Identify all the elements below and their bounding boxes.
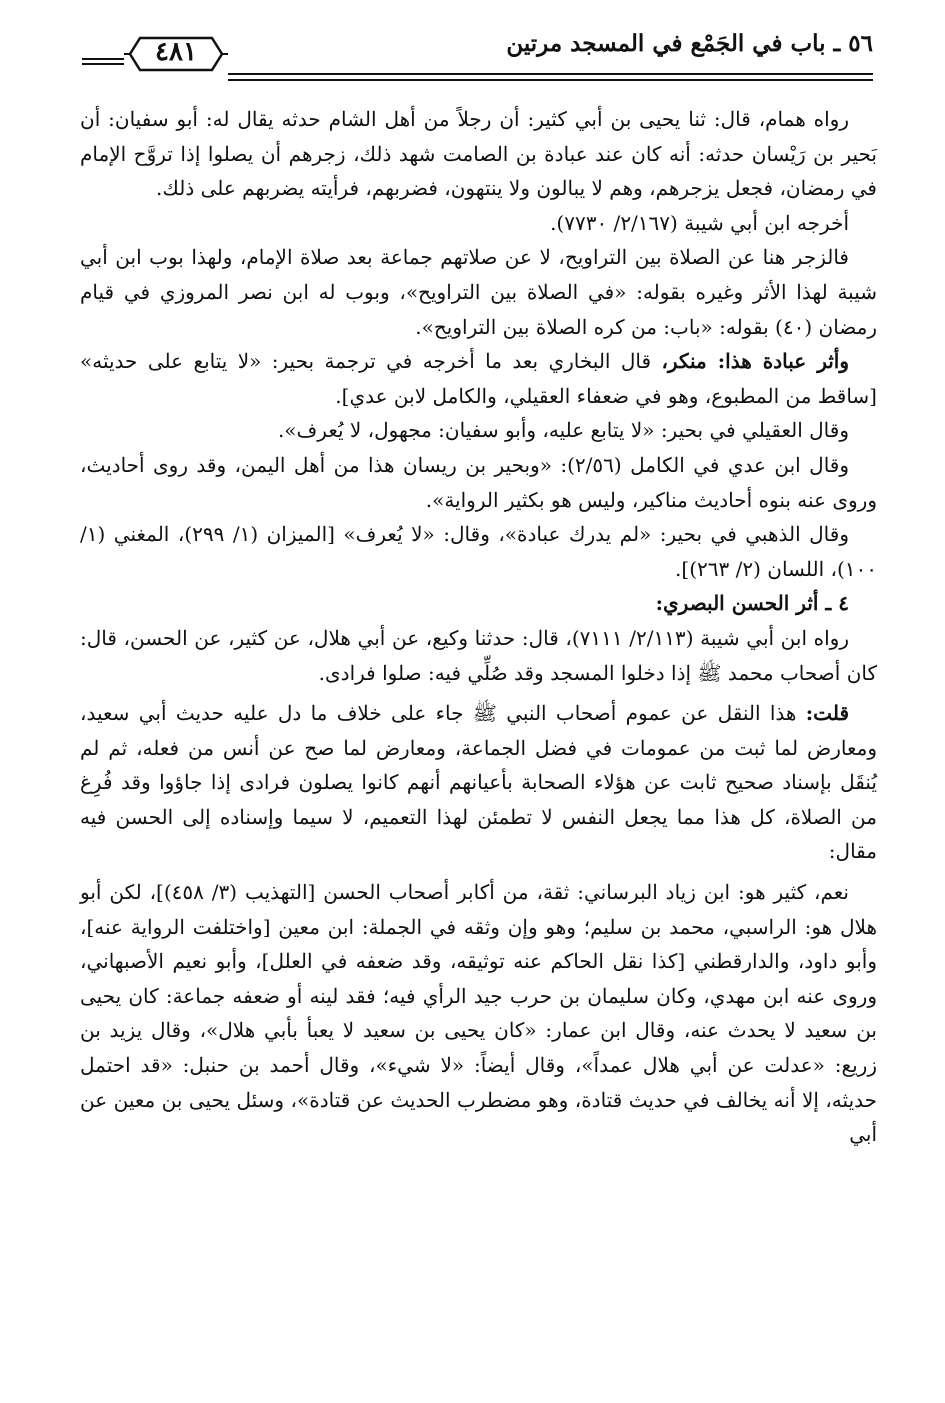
page-body	[80, 102, 877, 1363]
paragraph-zajr-explanation: فالزجر هنا عن الصلاة بين التراويح، لا عن صلاتهم جماعة بعد صلاة الإمام، ولهذا بوب ابن أبي شيبة لهذا الأثر وغيره بقوله: «في الصلاة بين التراويح»، وبوب له ابن نصر المروزي في قيام رمضان (٤٠) بقوله: «باب: من كره الصلاة بين التراويح».	[80, 245, 877, 339]
running-title: ٥٦ ـ باب في الجَمْع في المسجد مرتين	[506, 30, 873, 57]
qultu-label: قلت:	[805, 701, 849, 726]
paragraph-dhahabi: وقال الذهبي في بحير: «لم يدرك عبادة»، وقال: «لا يُعرف» [الميزان (١/ ٢٩٩)، المغني (١/ ١٠٠)، اللسان (٢/ ٢٦٣)].	[80, 522, 877, 581]
paragraph-qultu	[80, 696, 877, 869]
athar-ubadah-ruling: وأثر عبادة هذا: منكر،	[661, 349, 850, 374]
paragraph-hammam-narration: رواه همام، قال: ثنا يحيى بن أبي كثير: أن رجلاً من أهل الشام حدثه يقال له: أبو سفيان: أن بَحير بن رَيْسان حدثه: أنه كان عند عبادة بن الصامت شهد ذلك، زجرهم أن يصلوا إذا تروَّح الإمام في رمضان، فجعل يزجرهم، وهم لا يبالون ولا ينتهون، فضربهم، فرأيته يضربهم على ذلك.	[80, 107, 877, 201]
paragraph-kathir-abu-hilal: نعم، كثير هو: ابن زياد البرساني: ثقة، من أكابر أصحاب الحسن [التهذيب (٣/ ٤٥٨)]، لكن أبو هلال هو: الراسبي، محمد بن سليم؛ وهو وإن وثقه في الجملة: ابن معين [واختلفت الرواية عنه]، وأبو داود، والدارقطني [كذا نقل الحاكم عنه توثيقه، وقد ضعفه في العلل]، وأبو نعيم الأصبهاني، وروى عنه ابن مهدي، وكان سليمان بن حرب جيد الرأي فيه؛ فقد لينه أو ضعفه جماعة: كان يحيى بن سعيد لا يحدث عنه، وقال ابن عمار: «كان يحيى بن سعيد لا يعبأ بأبي هلال»، وقال يزيد بن زريع: «عدلت عن أبي هلال عمداً»، وقال أيضاً: «لا شيء»، وقال أحمد بن حنبل: «قد احتمل حديثه، إلا أنه يخالف في حديث قتادة، وهو مضطرب الحديث عن قتادة»، وسئل يحيى بن معين عن أبي	[80, 880, 878, 1147]
paragraph-hasan-narration: رواه ابن أبي شيبة (٢/١١٣/ ٧١١١)، قال: حدثنا وكيع، عن أبي هلال، عن كثير، عن الحسن، قال: كان أصحاب محمد ﷺ إذا دخلوا المسجد وقد صُلِّي فيه: صلوا فرادى.	[80, 625, 877, 685]
paragraph-athar-ubadah	[80, 344, 877, 413]
athar-ubadah-text: قال البخاري بعد ما أخرجه في ترجمة بحير: «لا يتابع على حديثه» [ساقط من المطبوع، وهو في ضعفاء العقيلي، والكامل لابن عدي].	[80, 349, 877, 408]
header-rule-main	[228, 73, 873, 81]
page-number: ٤٨١	[155, 37, 197, 67]
page-number-badge	[124, 34, 228, 74]
paragraph-ibn-adi: وقال ابن عدي في الكامل (٢/٥٦): «وبحير بن ريسان هذا من أهل اليمن، وقد روى أحاديث، وروى عنه بنوه أحاديث مناكير، وليس هو بكثير الرواية».	[80, 452, 877, 512]
paragraph-uqayli: وقال العقيلي في بحير: «لا يتابع عليه، وأبو سفيان: مجهول، لا يُعرف».	[277, 418, 849, 443]
section-heading-hasan-basri: ٤ ـ أثر الحسن البصري:	[655, 591, 849, 616]
running-header	[82, 26, 873, 86]
paragraph-takhrij-ibn-abi-shaybah: أخرجه ابن أبي شيبة (٢/١٦٧/ ٧٧٣٠).	[550, 210, 849, 235]
qultu-text: هذا النقل عن عموم أصحاب النبي ﷺ جاء على خلاف ما دل عليه حديث أبي سعيد، ومعارض لما ثبت من عمومات في فضل الجماعة، ومعارض لما صح عن أنس من فعله، ثم لم يُنقَل بإسناد صحيح ثابت عن هؤلاء الصحابة بأعيانهم أنهم كانوا يصلون فرادى إذا جاؤوا وقد فُرِغ من الصلاة، كل هذا مما يجعل النفس لا تطمئن لهذا التعميم، لا سيما وإسناده إلى الحسن فيه مقال:	[80, 701, 877, 864]
header-rule-left	[82, 58, 124, 65]
